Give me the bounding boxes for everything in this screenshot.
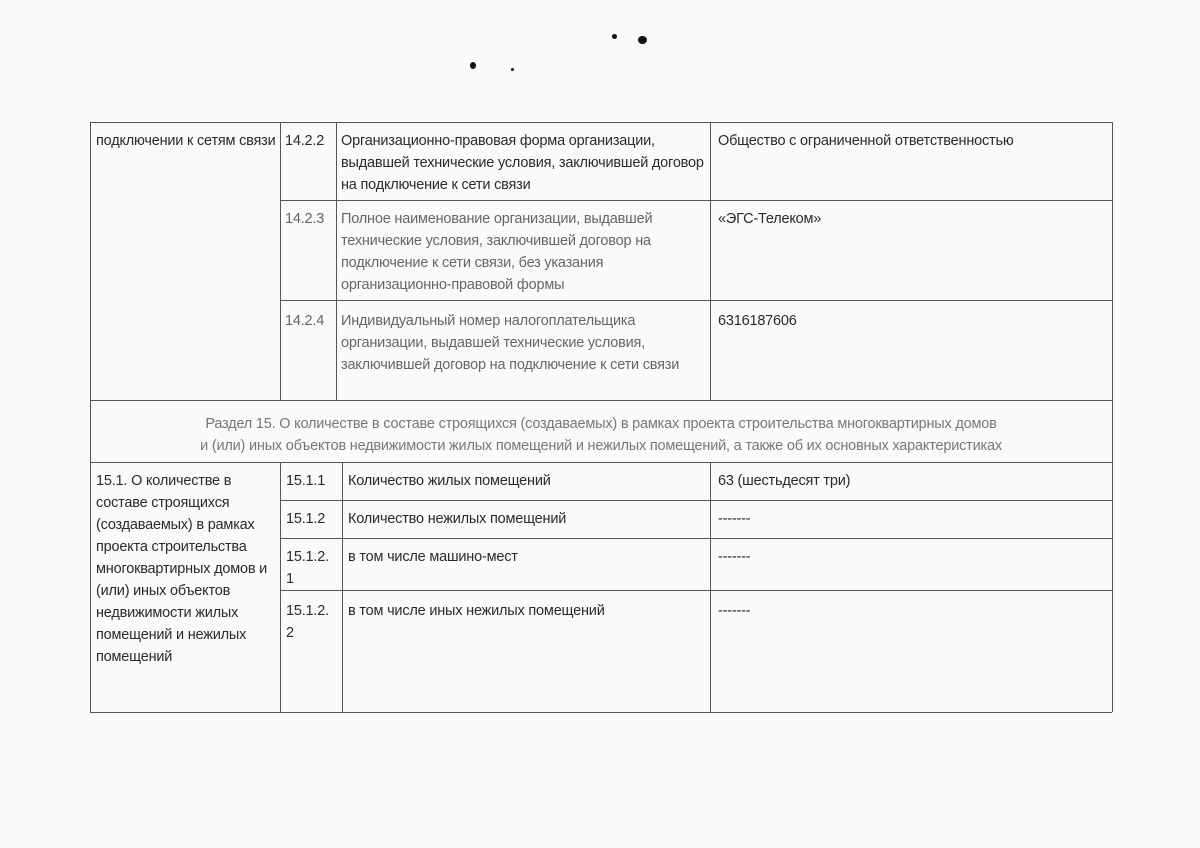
- scan-speck: [638, 36, 647, 44]
- scan-speck: [470, 62, 476, 69]
- row-value: -------: [718, 603, 751, 619]
- row-label: в том числе машино-мест: [348, 549, 518, 565]
- row-number: 14.2.3: [285, 211, 325, 227]
- row-label: Индивидуальный номер налогоплательщика организации, выдавшей технические условия, заключившей договор на подключение к сети связи: [341, 313, 680, 373]
- row-number: 14.2.4: [285, 313, 325, 329]
- row-label: Организационно-правовая форма организации, выдавшей технические условия, заключившей договор на подключение к сети связи: [341, 133, 704, 193]
- row-value: Общество с ограниченной ответственностью: [718, 133, 1014, 149]
- row-number: 15.1.1: [286, 473, 326, 489]
- group-label-14: подключении к сетям связи: [96, 133, 276, 149]
- row-number: 15.1.2.2: [286, 603, 329, 641]
- row-label: Количество жилых помещений: [348, 473, 551, 489]
- group-label-15: 15.1. О количестве в составе строящихся (создаваемых) в рамках проекта строительства многоквартирных домов и (или) иных объектов недвижимости жилых помещений и нежилых помещений: [96, 473, 268, 665]
- scan-speck: [511, 68, 514, 71]
- row-number: 15.1.2: [286, 511, 326, 527]
- row-number: 15.1.2.1: [286, 549, 329, 587]
- row-label: в том числе иных нежилых помещений: [348, 603, 605, 619]
- row-value: -------: [718, 549, 751, 565]
- row-value: 63 (шестьдесят три): [718, 473, 851, 489]
- row-number: 14.2.2: [285, 133, 325, 149]
- section-header-line2: и (или) иных объектов недвижимости жилых помещений и нежилых помещений, а также об их основных характеристиках: [200, 438, 1002, 454]
- row-value: -------: [718, 511, 751, 527]
- row-label: Полное наименование организации, выдавшей технические условия, заключившей договор на подключение к сети связи, без указания организационно-правовой формы: [341, 211, 653, 293]
- scan-speck: [612, 34, 617, 39]
- section-header-line1: Раздел 15. О количестве в составе строящихся (создаваемых) в рамках проекта строительства многоквартирных домов: [205, 416, 997, 432]
- row-value: «ЭГС-Телеком»: [718, 211, 822, 227]
- row-value: 6316187606: [718, 313, 797, 329]
- row-label: Количество нежилых помещений: [348, 511, 567, 527]
